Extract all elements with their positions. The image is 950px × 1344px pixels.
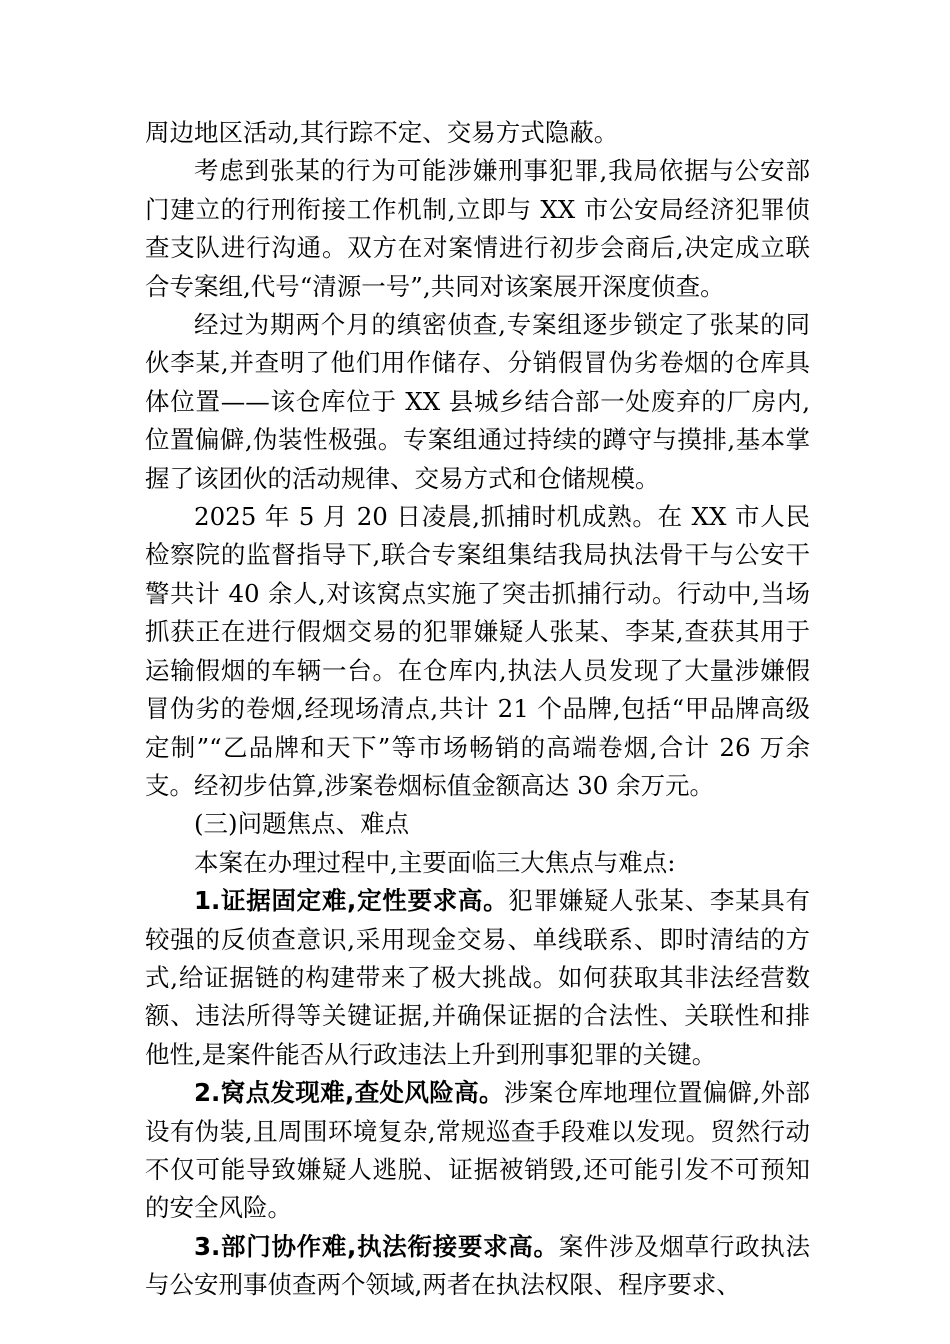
paragraph-intro — [145, 844, 810, 882]
paragraph-text: 2025 年 5 月 20 日凌晨,抓捕时机成熟。在 XX 市人民检察院的监督指导下,联合专案组集结我局执法骨干与公安干警共计 40 余人,对该窝点实施了突击抓捕行动。行动中,当场抓获正在进行假烟交易的犯罪嫌疑人张某、李某,查获其用于运输假烟的车辆一台。在仓库内,执法人员发现了大量涉嫌假冒伪劣的卷烟,经现场清点,共计 21 个品牌,包括“甲品牌高级定制”“乙品牌和天下”等市场畅销的高端卷烟,合计 26 万余支。经初步估算,涉案卷烟标值金额高达 30 余万元。 — [145, 502, 810, 800]
point-lead: 2.窝点发现难,查处风险高。 — [194, 1078, 504, 1108]
paragraph-text: 考虑到张某的行为可能涉嫌刑事犯罪,我局依据与公安部门建立的行刑衔接工作机制,立即与 XX 市公安局经济犯罪侦查支队进行沟通。双方在对案情进行初步会商后,决定成立联合专案组,代号“清源一号”,共同对该案展开深度侦查。 — [145, 156, 810, 301]
heading-text: (三)问题焦点、难点 — [194, 809, 410, 839]
paragraph-text: 经过为期两个月的缜密侦查,专案组逐步锁定了张某的同伙李某,并查明了他们用作储存、分销假冒伪劣卷烟的仓库具体位置——该仓库位于 XX 县城乡结合部一处废弃的厂房内,位置偏僻,伪装性极强。专案组通过持续的蹲守与摸排,基本掌握了该团伙的活动规律、交易方式和仓储规模。 — [145, 310, 810, 493]
paragraph-investigation — [145, 306, 810, 498]
paragraph-text: 周边地区活动,其行踪不定、交易方式隐蔽。 — [145, 118, 619, 147]
paragraph-arrest-operation — [145, 498, 810, 805]
paragraph-point-2 — [145, 1074, 810, 1228]
paragraph-text: 案件涉及烟草行政执法与公安刑事侦查两个领域,两者在执法权限、程序要求、 — [145, 1231, 810, 1300]
paragraph-continuation — [145, 114, 810, 152]
point-lead: 1.证据固定难,定性要求高。 — [194, 886, 509, 916]
paragraph-text: 涉案仓库地理位置偏僻,外部设有伪装,且周围环境复杂,常规巡查手段难以发现。贸然行动不仅可能导致嫌疑人逃脱、证据被销毁,还可能引发不可预知的安全风险。 — [145, 1078, 810, 1223]
paragraph-joint-task-force — [145, 152, 810, 306]
paragraph-point-1 — [145, 882, 810, 1074]
paragraph-point-3 — [145, 1228, 810, 1305]
paragraph-text: 犯罪嫌疑人张某、李某具有较强的反侦查意识,采用现金交易、单线联系、即时清结的方式,给证据链的构建带来了极大挑战。如何获取其非法经营数额、违法所得等关键证据,并确保证据的合法性、关联性和排他性,是案件能否从行政违法上升到刑事犯罪的关键。 — [145, 886, 810, 1069]
point-lead: 3.部门协作难,执法衔接要求高。 — [194, 1231, 559, 1261]
paragraph-text: 本案在办理过程中,主要面临三大焦点与难点: — [194, 847, 676, 877]
document-page — [145, 114, 810, 1305]
section-heading — [145, 805, 810, 843]
